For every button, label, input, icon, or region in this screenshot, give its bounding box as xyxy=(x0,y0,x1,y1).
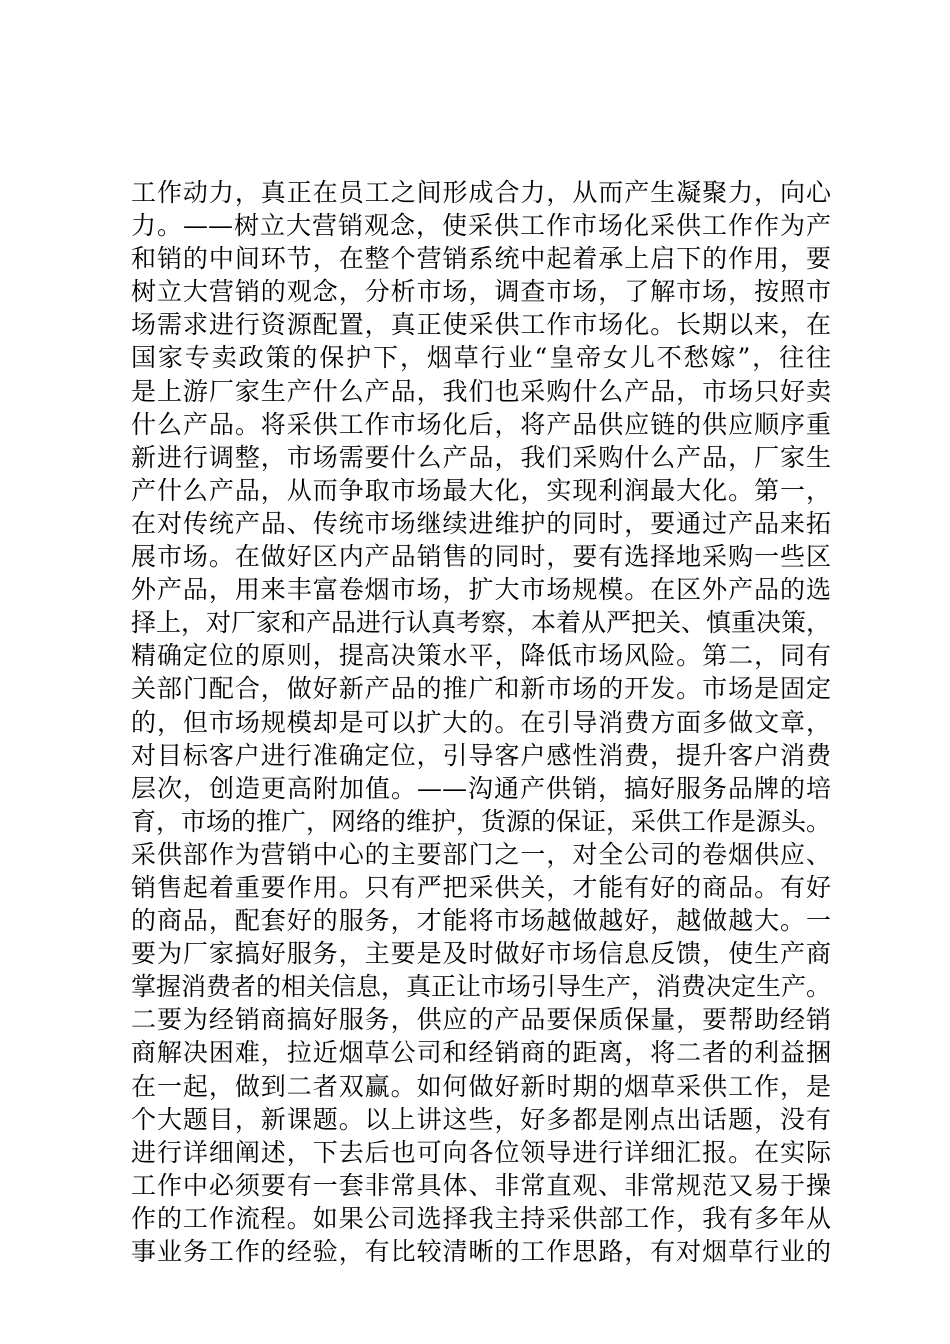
text-line: 商解决困难，拉近烟草公司和经销商的距离，将二者的利益捆 xyxy=(131,1038,831,1068)
text-line: 工作中必须要有一套非常具体、非常直观、非常规范又易于操 xyxy=(131,1170,831,1200)
text-line: 树立大营销的观念，分析市场，调查市场，了解市场，按照市 xyxy=(131,277,831,307)
text-line: 展市场。在做好区内产品销售的同时，要有选择地采购一些区 xyxy=(131,542,831,572)
text-line: 育，市场的推广，网络的维护，货源的保证，采供工作是源头。 xyxy=(131,806,831,836)
text-line: 外产品，用来丰富卷烟市场，扩大市场规模。在区外产品的选 xyxy=(131,575,831,605)
text-line: 掌握消费者的相关信息，真正让市场引导生产，消费决定生产。 xyxy=(131,972,831,1002)
text-line: 什么产品。将采供工作市场化后，将产品供应链的供应顺序重 xyxy=(131,409,831,439)
text-line: 对目标客户进行准确定位，引导客户感性消费，提升客户消费 xyxy=(131,740,831,770)
text-line: 国家专卖政策的保护下，烟草行业“皇帝女儿不愁嫁”，往往 xyxy=(131,343,831,373)
text-line: 和销的中间环节，在整个营销系统中起着承上启下的作用，要 xyxy=(131,244,831,274)
text-line: 在一起，做到二者双赢。如何做好新时期的烟草采供工作，是 xyxy=(131,1071,831,1101)
text-line: 个大题目，新课题。以上讲这些，好多都是刚点出话题，没有 xyxy=(131,1104,831,1134)
text-line: 作的工作流程。如果公司选择我主持采供部工作，我有多年从 xyxy=(131,1203,831,1233)
text-line: 精确定位的原则，提高决策水平，降低市场风险。第二，同有 xyxy=(131,641,831,671)
text-line: 的，但市场规模却是可以扩大的。在引导消费方面多做文章， xyxy=(131,707,831,737)
text-line: 是上游厂家生产什么产品，我们也采购什么产品，市场只好卖 xyxy=(131,376,831,406)
text-line: 新进行调整，市场需要什么产品，我们采购什么产品，厂家生 xyxy=(131,442,831,472)
text-line: 进行详细阐述，下去后也可向各位领导进行详细汇报。在实际 xyxy=(131,1137,831,1167)
text-line: 采供部作为营销中心的主要部门之一，对全公司的卷烟供应、 xyxy=(131,839,831,869)
text-line: 产什么产品，从而争取市场最大化，实现利润最大化。第一， xyxy=(131,475,831,505)
text-line: 要为厂家搞好服务，主要是及时做好市场信息反馈，使生产商 xyxy=(131,939,831,969)
body-text xyxy=(131,176,831,1268)
text-line: 关部门配合，做好新产品的推广和新市场的开发。市场是固定 xyxy=(131,674,831,704)
text-line: 事业务工作的经验，有比较清晰的工作思路，有对烟草行业的 xyxy=(131,1237,831,1266)
text-line: 力。——树立大营销观念，使采供工作市场化采供工作作为产 xyxy=(131,211,831,241)
text-line: 销售起着重要作用。只有严把采供关，才能有好的商品。有好 xyxy=(131,872,831,902)
text-line: 的商品，配套好的服务，才能将市场越做越好，越做越大。一 xyxy=(131,906,831,936)
text-line: 在对传统产品、传统市场继续进维护的同时，要通过产品来拓 xyxy=(131,508,831,538)
text-line: 择上，对厂家和产品进行认真考察，本着从严把关、慎重决策， xyxy=(131,608,831,638)
text-line: 二要为经销商搞好服务，供应的产品要保质保量，要帮助经销 xyxy=(131,1005,831,1035)
text-line: 场需求进行资源配置，真正使采供工作市场化。长期以来，在 xyxy=(131,310,831,340)
text-line: 工作动力，真正在员工之间形成合力，从而产生凝聚力，向心 xyxy=(131,178,831,207)
text-line: 层次，创造更高附加值。——沟通产供销，搞好服务品牌的培 xyxy=(131,773,831,803)
